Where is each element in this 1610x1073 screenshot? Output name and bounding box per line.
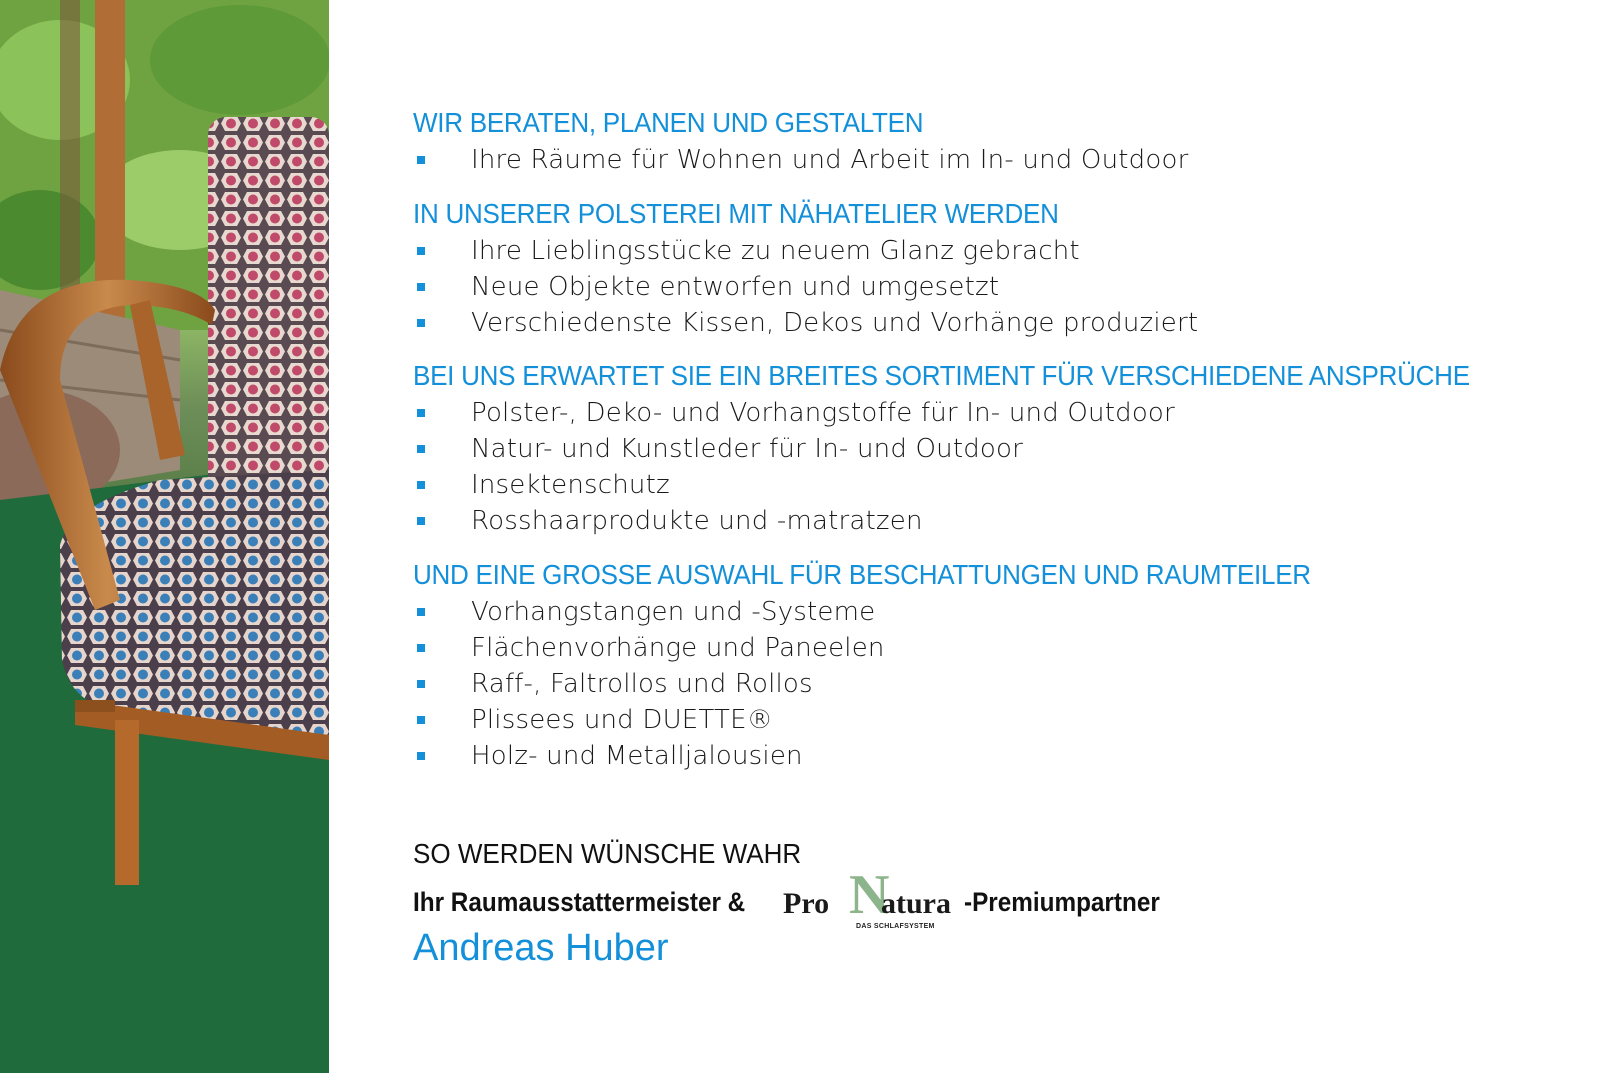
square-bullet-icon: [417, 247, 425, 255]
list-item-text: Holz- und Metalljalousien: [471, 741, 803, 771]
armchair-photo: [0, 0, 329, 1073]
list-item-text: Plissees und DUETTE®: [471, 705, 773, 735]
logo-word-right: atura: [881, 887, 951, 920]
armchair-illustration: [0, 0, 329, 1073]
list-item-text: Verschiedenste Kissen, Dekos und Vorhänge produziert: [471, 308, 1199, 338]
signature-suffix: -Premiumpartner: [964, 887, 1160, 917]
square-bullet-icon: [417, 644, 425, 652]
section-heading: BEI UNS ERWARTET SIE EIN BREITES SORTIMENT FÜR VERSCHIEDENE ANSPRÜCHE: [413, 360, 1470, 391]
square-bullet-icon: [417, 409, 425, 417]
slogan: SO WERDEN WÜNSCHE WAHR: [413, 838, 802, 869]
section-heading: WIR BERATEN, PLANEN UND GESTALTEN: [413, 107, 924, 138]
list-item-text: Natur- und Kunstleder für In- und Outdoor: [471, 434, 1024, 464]
square-bullet-icon: [417, 283, 425, 291]
signature-prefix: Ihr Raumausstattermeister &: [413, 887, 746, 917]
square-bullet-icon: [417, 608, 425, 616]
pronatura-logo: [783, 864, 963, 933]
list-item-text: Neue Objekte entworfen und umgesetzt: [471, 272, 1000, 302]
list-item-text: Raff-, Faltrollos und Rollos: [471, 669, 813, 699]
logo-word-left: Pro: [783, 887, 830, 920]
list-item-text: Ihre Lieblingsstücke zu neuem Glanz gebracht: [471, 236, 1080, 266]
square-bullet-icon: [417, 517, 425, 525]
list-item-text: Polster-, Deko- und Vorhangstoffe für In- und Outdoor: [471, 398, 1175, 428]
list-item-text: Insektenschutz: [471, 470, 670, 500]
section-heading: IN UNSERER POLSTEREI MIT NÄHATELIER WERDEN: [413, 198, 1059, 229]
square-bullet-icon: [417, 680, 425, 688]
section-heading: UND EINE GROSSE AUSWAHL FÜR BESCHATTUNGEN UND RAUMTEILER: [413, 559, 1311, 590]
square-bullet-icon: [417, 752, 425, 760]
square-bullet-icon: [417, 716, 425, 724]
square-bullet-icon: [417, 481, 425, 489]
square-bullet-icon: [417, 156, 425, 164]
list-item-text: Vorhangstangen und -Systeme: [471, 597, 876, 627]
list-item-text: Rosshaarprodukte und -matratzen: [471, 506, 923, 536]
logo-subtitle: DAS SCHLAFSYSTEM: [856, 923, 935, 930]
square-bullet-icon: [417, 445, 425, 453]
list-item-text: Flächenvorhänge und Paneelen: [471, 633, 885, 663]
square-bullet-icon: [417, 319, 425, 327]
owner-name: Andreas Huber: [413, 927, 669, 969]
logo-letter-n: N: [849, 864, 890, 926]
list-item-text: Ihre Räume für Wohnen und Arbeit im In- und Outdoor: [471, 145, 1189, 175]
